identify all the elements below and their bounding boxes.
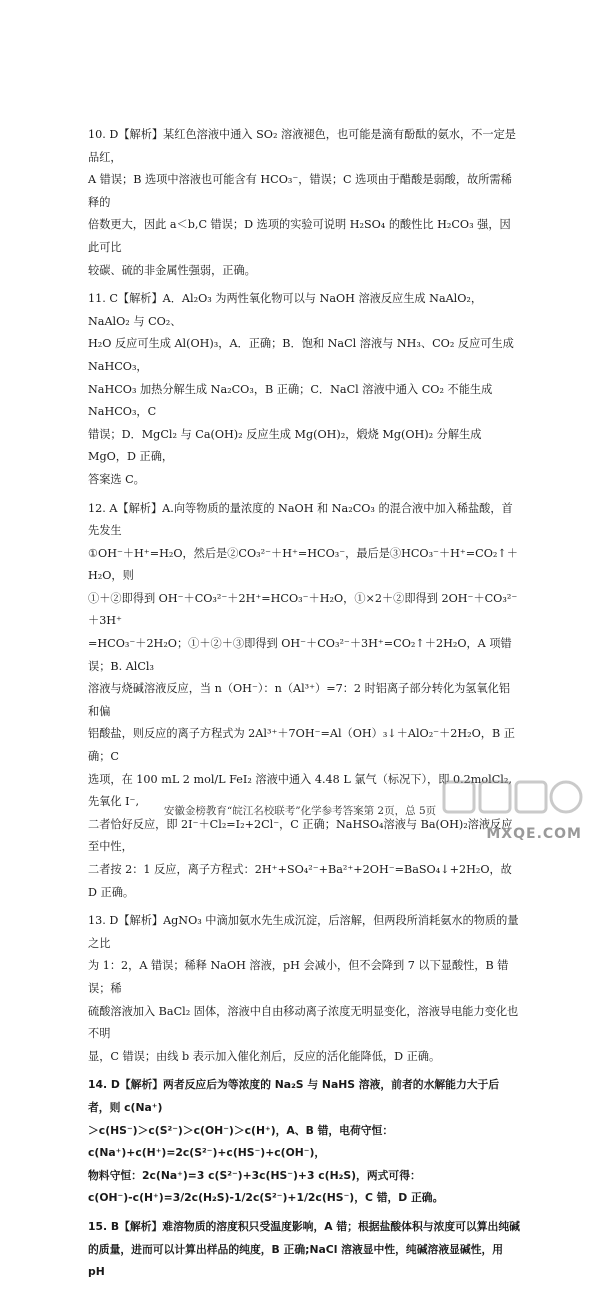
answer-item-14 bbox=[88, 1074, 520, 1210]
text-line: 倍数更大，因此 a＜b,C 错误；D 选项的实验可说明 H₂SO₄ 的酸性比 H₂CO₃ 强，因此可比 bbox=[88, 218, 511, 254]
text-line: NaHCO₃ 加热分解生成 Na₂CO₃，B 正确；C．NaCl 溶液中通入 CO₂ 不能生成 NaHCO₃，C bbox=[88, 382, 493, 419]
text-line: 15. B【解析】难溶物质的溶度积只受温度影响，A 错；根据盐酸体积与浓度可以算出纯碱 bbox=[88, 1219, 520, 1233]
answer-item-13 bbox=[88, 910, 520, 1068]
text-line: 13. D【解析】AgNO₃ 中滴加氨水先生成沉淀，后溶解，但两段所消耗氨水的物质的量之比 bbox=[88, 914, 519, 950]
text-line: 12. A【解析】A.向等物质的量浓度的 NaOH 和 Na₂CO₃ 的混合液中加入稀盐酸，首先发生 bbox=[88, 501, 513, 538]
text-line: ①OH⁻＋H⁺=H₂O，然后是②CO₃²⁻＋H⁺=HCO₃⁻，最后是③HCO₃⁻＋H⁺=CO₂↑＋H₂O，则 bbox=[88, 546, 518, 583]
text-line: 选项，在 100 mL 2 mol/L FeI₂ 溶液中通入 4.48 L 氯气（标况下），即 0.2molCl₂,先氧化 I⁻, bbox=[88, 772, 512, 809]
text-line: 铝酸盐，则反应的离子方程式为 2Al³⁺＋7OH⁻=Al（OH）₃↓＋AlO₂⁻＋2H₂O，B 正确；C bbox=[88, 727, 515, 764]
text-line: 二者恰好反应，即 2I⁻＋Cl₂=I₂+2Cl⁻，C 正确；NaHSO₄溶液与 Ba(OH)₂溶液反应至中性， bbox=[88, 817, 513, 854]
text-line: c(OH⁻)-c(H⁺)=3/2c(H₂S)-1/2c(S²⁻)+1/2c(HS⁻)，C 错，D 正确。 bbox=[88, 1191, 444, 1205]
text-line: 的质量，进而可以计算出样品的纯度，B 正确;NaCl 溶液显中性，纯碱溶液显碱性，用 pH bbox=[88, 1242, 504, 1279]
text-line: =HCO₃⁻＋2H₂O；①＋②＋③即得到 OH⁻＋CO₃²⁻＋3H⁺=CO₂↑＋2H₂O，A 项错误；B. AlCl₃ bbox=[88, 637, 512, 673]
text-line: 10. D【解析】某红色溶液中通入 SO₂ 溶液褪色，也可能是滴有酚酞的氨水，不一定是品红， bbox=[88, 128, 516, 164]
text-line: 答案选 C。 bbox=[88, 472, 145, 486]
page-footer: 安徽金榜教育“皖江名校联考”化学参考答案第 2页，总 5页 bbox=[163, 805, 437, 817]
text-line: 14. D【解析】两者反应后为等浓度的 Na₂S 与 NaHS 溶液，前者的水解能力大于后者，则 c(Na⁺) bbox=[88, 1078, 500, 1114]
answer-item-12 bbox=[88, 498, 520, 905]
text-line: 二者按 2：1 反应，离子方程式：2H⁺+SO₄²⁻+Ba²⁺+2OH⁻=BaSO₄↓+2H₂O，故 D 正确。 bbox=[88, 863, 512, 899]
text-line: 物料守恒：2c(Na⁺)=3 c(S²⁻)+3c(HS⁻)+3 c(H₂S)，两式可得： bbox=[88, 1168, 421, 1182]
text-line: 11. C【解析】A．Al₂O₃ 为两性氧化物可以与 NaOH 溶液反应生成 NaAlO₂，NaAlO₂ 与 CO₂、 bbox=[88, 292, 483, 328]
answer-item-15 bbox=[88, 1216, 520, 1284]
watermark-text: MXQE.COM bbox=[486, 826, 582, 842]
text-line: 溶液与烧碱溶液反应，当 n（OH⁻）：n（Al³⁺）=7：2 时铝离子部分转化为氢氧化铝和偏 bbox=[88, 682, 511, 718]
text-line: 为 1：2，A 错误；稀释 NaOH 溶液，pH 会减小，但不会降到 7 以下显酸性，B 错误；稀 bbox=[88, 959, 509, 995]
answer-item-11 bbox=[88, 288, 520, 491]
text-line: H₂O 反应可生成 Al(OH)₃，A．正确；B．饱和 NaCl 溶液与 NH₃、CO₂ 反应可生成 NaHCO₃， bbox=[88, 337, 514, 373]
text-line: 较碳、硫的非金属性强弱，正确。 bbox=[88, 263, 256, 277]
text-line: 错误；D．MgCl₂ 与 Ca(OH)₂ 反应生成 Mg(OH)₂，煅烧 Mg(OH)₂ 分解生成 MgO，D 正确， bbox=[88, 427, 482, 464]
answer-item-10 bbox=[88, 124, 520, 282]
text-line: ＞c(HS⁻)＞c(S²⁻)＞c(OH⁻)＞c(H⁺)，A、B 错，电荷守恒：c(Na⁺)+c(H⁺)=2c(S²⁻)+c(HS⁻)+c(OH⁻)， bbox=[88, 1123, 394, 1160]
answer-content bbox=[88, 124, 520, 1290]
text-line: ①＋②即得到 OH⁻＋CO₃²⁻＋2H⁺=HCO₃⁻＋H₂O，①×2＋②即得到 2OH⁻＋CO₃²⁻＋3H⁺ bbox=[88, 591, 518, 628]
text-line: A 错误；B 选项中溶液也可能含有 HCO₃⁻，错误；C 选项由于醋酸是弱酸，故所需稀释的 bbox=[88, 173, 512, 209]
text-line: 显，C 错误；由线 b 表示加入催化剂后，反应的活化能降低，D 正确。 bbox=[88, 1049, 441, 1063]
text-line: 硫酸溶液加入 BaCl₂ 固体，溶液中自由移动离子浓度无明显变化，溶液导电能力变化也不明 bbox=[88, 1004, 519, 1041]
